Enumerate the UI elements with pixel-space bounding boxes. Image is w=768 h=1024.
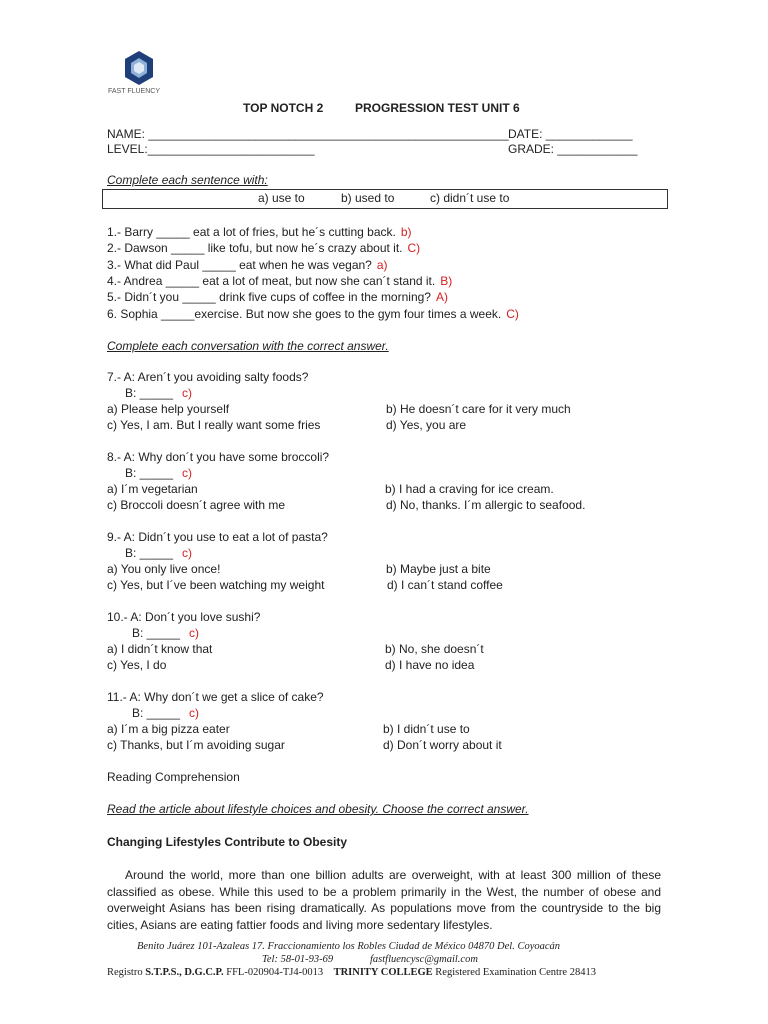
option-a: a) I didn´t know that — [107, 642, 213, 656]
option-a: a) I´m a big pizza eater — [107, 722, 230, 736]
option-a: a) use to — [258, 191, 305, 205]
logo-text: FAST FLUENCY — [108, 88, 160, 95]
sentence-answer: b) — [400, 225, 412, 239]
sentence-answer: A) — [435, 290, 448, 305]
conversation-question: 9.- A: Didn´t you use to eat a lot of pasta? — [107, 530, 328, 544]
response-answer: c) — [189, 626, 200, 640]
conversation-question: 10.- A: Don´t you love sushi? — [107, 610, 261, 624]
option-a: a) I´m vegetarian — [107, 482, 198, 496]
footer-address: Benito Juárez 101-Azaleas 17. Fraccionamiento los Robles Ciudad de México 04870 Del. Coyoacán — [137, 941, 561, 952]
footer-email[interactable]: fastfluencysc@gmail.com — [370, 954, 478, 965]
name-field[interactable]: NAME: ______________________________________________________ — [107, 127, 509, 141]
course-title: TOP NOTCH 2 — [243, 101, 324, 115]
conversation-question: 7.- A: Aren´t you avoiding salty foods? — [107, 370, 309, 384]
conversation-question: 11.- A: Why don´t we get a slice of cake? — [107, 690, 324, 704]
footer-phone: Tel: 58-01-93-69 — [262, 954, 334, 965]
option-c: c) Yes, I do — [107, 658, 167, 672]
reg-bold: S.T.P.S., D.G.C.P. — [145, 967, 224, 978]
option-b: b) No, she doesn´t — [385, 642, 484, 656]
article-paragraph: Around the world, more than one billion adults are overweight, with at least 300 million of these classified as obese. While this used to be a problem primarily in the West, the number of obese and overweight Asians has been rising dramatically. As populations move from the countryside to the big cities, Asians are eating fattier foods and living more sedentary lifestyles. — [107, 868, 661, 932]
option-d: d) I have no idea — [385, 658, 475, 672]
conversation-response — [132, 625, 199, 641]
option-c: c) Yes, I am. But I really want some fries — [107, 418, 321, 432]
conversation-response — [125, 465, 192, 481]
sentence-answer: B) — [440, 273, 453, 288]
sentence-item — [107, 257, 388, 273]
date-field[interactable]: DATE: _____________ — [508, 127, 633, 141]
option-d: d) No, thanks. I´m allergic to seafood. — [386, 498, 586, 512]
sentence-text: 1.- Barry _____ eat a lot of fries, but he´s cutting back. — [107, 225, 396, 239]
option-d: d) Yes, you are — [386, 418, 467, 432]
reg-code: FFL-020904-TJ4-0013 — [223, 967, 324, 978]
reading-instruction: Read the article about lifestyle choices and obesity. Choose the correct answer. — [107, 802, 529, 816]
response-blank[interactable]: B: _____ — [132, 626, 181, 640]
response-blank[interactable]: B: _____ — [125, 546, 174, 560]
response-answer: c) — [182, 386, 193, 400]
sentence-item — [107, 240, 420, 256]
response-blank[interactable]: B: _____ — [125, 466, 174, 480]
test-title: PROGRESSION TEST UNIT 6 — [355, 101, 520, 115]
option-c: c) Thanks, but I´m avoiding sugar — [107, 738, 285, 752]
sentence-item — [107, 273, 452, 289]
response-answer: c) — [189, 706, 200, 720]
sentence-text: 3.- What did Paul _____ eat when he was vegan? — [107, 257, 372, 272]
sentence-answer: a) — [376, 257, 388, 272]
conversation-response — [125, 545, 192, 561]
option-b: b) I didn´t use to — [383, 722, 470, 736]
option-c: c) Broccoli doesn´t agree with me — [107, 498, 286, 512]
response-answer: c) — [182, 466, 193, 480]
article-title: Changing Lifestyles Contribute to Obesity — [107, 835, 348, 849]
sentence-item — [107, 224, 412, 240]
option-b: b) He doesn´t care for it very much — [386, 402, 571, 416]
option-a: a) Please help yourself — [107, 402, 230, 416]
section1-instruction: Complete each sentence with: — [107, 173, 268, 187]
sentence-text: 5.- Didn´t you _____ drink five cups of coffee in the morning? — [107, 290, 431, 305]
sentence-text: 4.- Andrea _____ eat a lot of meat, but now she can´t stand it. — [107, 273, 436, 288]
option-d: d) Don´t worry about it — [383, 738, 502, 752]
option-a: a) You only live once! — [107, 562, 221, 576]
exam-centre: Registered Examination Centre 28413 — [432, 967, 596, 978]
sentence-answer: C) — [407, 241, 421, 256]
response-answer: c) — [182, 546, 193, 560]
footer-registration — [107, 966, 596, 979]
response-blank[interactable]: B: _____ — [125, 386, 174, 400]
conversation-question: 8.- A: Why don´t you have some broccoli? — [107, 450, 330, 464]
reg-prefix: Registro — [107, 967, 146, 978]
reading-heading: Reading Comprehension — [107, 770, 240, 784]
option-d: d) I can´t stand coffee — [387, 578, 503, 592]
sentence-text: 6. Sophia _____exercise. But now she goes to the gym four times a week. — [107, 306, 502, 321]
conversation-response — [125, 385, 192, 401]
sentence-item — [107, 289, 448, 305]
sentence-item — [107, 306, 519, 322]
conversation-response — [132, 705, 199, 721]
fast-fluency-logo-icon — [122, 50, 156, 86]
level-field[interactable]: LEVEL:_________________________ — [107, 142, 315, 156]
grade-field[interactable]: GRADE: ____________ — [508, 142, 638, 156]
option-b: b) Maybe just a bite — [386, 562, 491, 576]
response-blank[interactable]: B: _____ — [132, 706, 181, 720]
sentence-answer: C) — [506, 306, 519, 321]
trinity-college: TRINITY COLLEGE — [333, 967, 433, 978]
option-b: b) used to — [341, 191, 395, 205]
option-c: c) didn´t use to — [430, 191, 510, 205]
option-b: b) I had a craving for ice cream. — [385, 482, 554, 496]
logo — [108, 50, 172, 100]
option-c: c) Yes, but I´ve been watching my weight — [107, 578, 325, 592]
options-box — [102, 189, 668, 209]
section2-instruction: Complete each conversation with the correct answer. — [107, 339, 389, 353]
sentence-text: 2.- Dawson _____ like tofu, but now he´s crazy about it. — [107, 241, 403, 256]
